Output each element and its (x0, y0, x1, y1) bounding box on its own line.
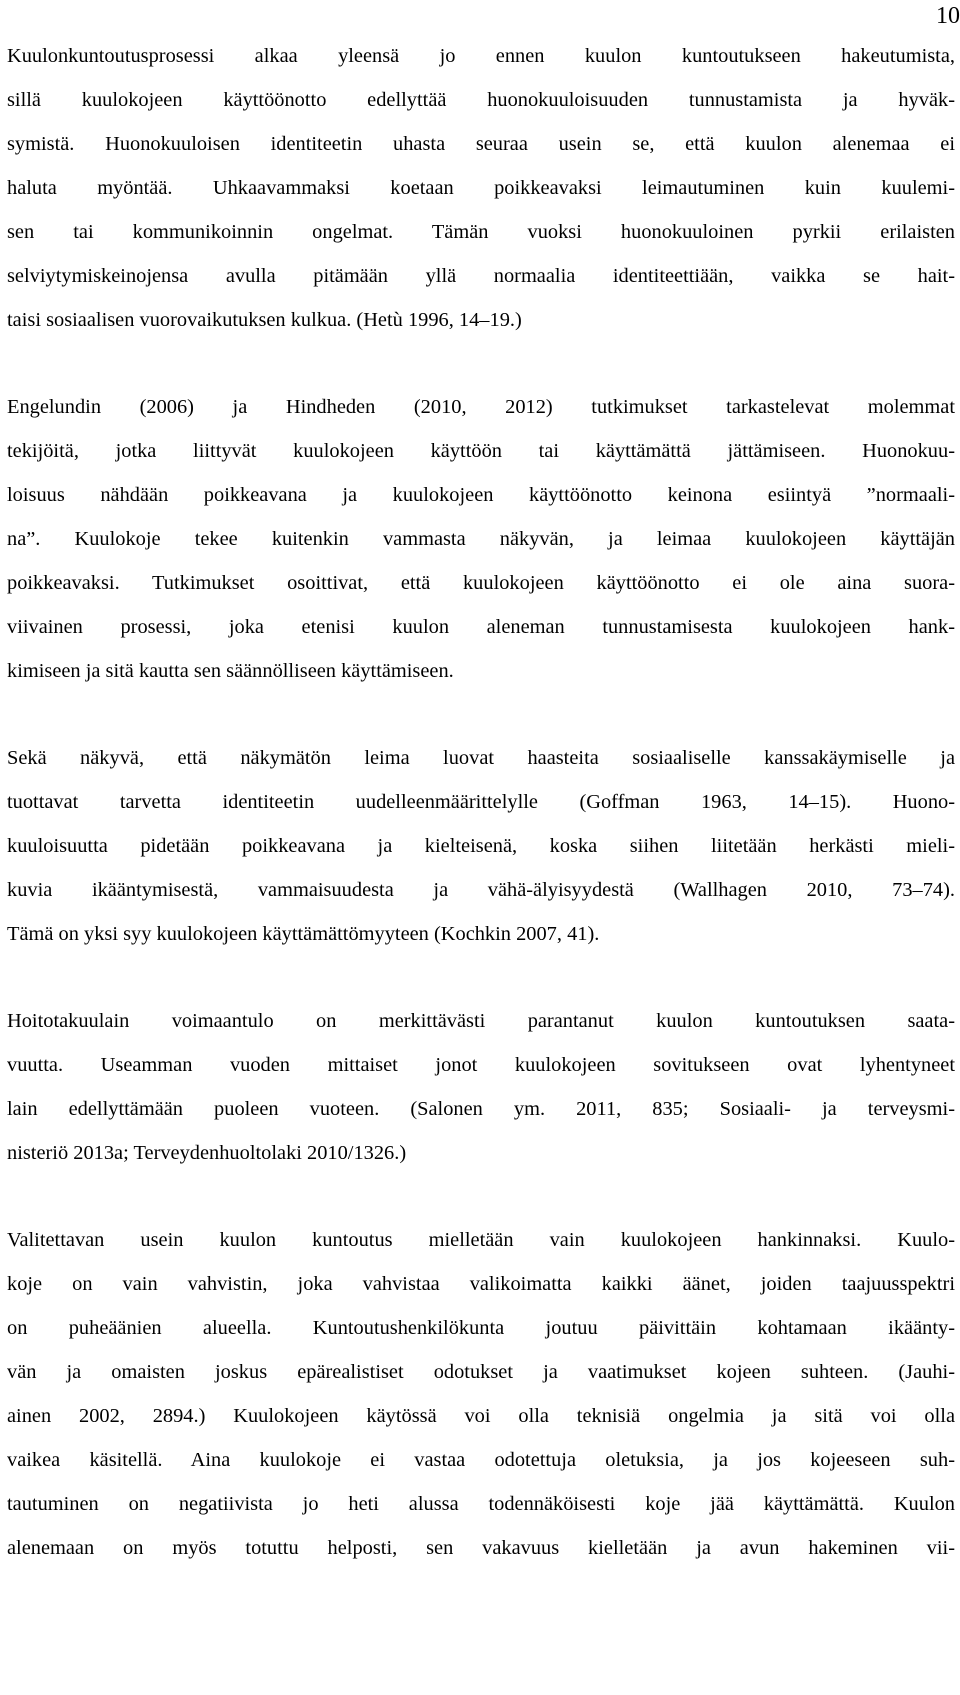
text-line: kimiseen ja sitä kautta sen säännölliseen käyttämiseen. (7, 660, 454, 682)
paragraph-3 (7, 736, 955, 956)
text-line: koje on vain vahvistin, joka vahvistaa valikoimatta kaikki äänet, joiden taajuusspektri (7, 1273, 955, 1295)
body-text (7, 34, 955, 1613)
text-line: Tämä on yksi syy kuulokojeen käyttämättömyyteen (Kochkin 2007, 41). (7, 923, 600, 945)
text-line: na”. Kuulokoje tekee kuitenkin vammasta näkyvän, ja leimaa kuulokojeen käyttäjän (7, 528, 955, 550)
text-line: Engelundin (2006) ja Hindheden (2010, 2012) tutkimukset tarkastelevat molemmat (7, 396, 955, 418)
text-line: on puheäänien alueella. Kuntoutushenkilökunta joutuu päivittäin kohtamaan ikäänty- (7, 1317, 955, 1339)
text-line: loisuus nähdään poikkeavana ja kuulokojeen käyttöönotto keinona esiintyä ”normaali- (7, 484, 955, 506)
text-line: haluta myöntää. Uhkaavammaksi koetaan poikkeavaksi leimautuminen kuin kuulemi- (7, 177, 955, 199)
text-line: tuottavat tarvetta identiteetin uudelleenmäärittelylle (Goffman 1963, 14–15). Huono- (7, 791, 955, 813)
text-line: poikkeavaksi. Tutkimukset osoittivat, että kuulokojeen käyttöönotto ei ole aina suora- (7, 572, 955, 594)
text-line: Valitettavan usein kuulon kuntoutus mielletään vain kuulokojeen hankinnaksi. Kuulo- (7, 1229, 955, 1251)
text-line: vaikea käsitellä. Aina kuulokoje ei vastaa odotettuja oletuksia, ja jos kojeeseen suh- (7, 1449, 955, 1471)
paragraph-4 (7, 999, 955, 1175)
text-line: ainen 2002, 2894.) Kuulokojeen käytössä voi olla teknisiä ongelmia ja sitä voi olla (7, 1405, 955, 1427)
text-line: sen tai kommunikoinnin ongelmat. Tämän vuoksi huonokuuloinen pyrkii erilaisten (7, 221, 955, 243)
text-line: vuutta. Useamman vuoden mittaiset jonot kuulokojeen sovitukseen ovat lyhentyneet (7, 1054, 955, 1076)
text-line: tekijöitä, jotka liittyvät kuulokojeen käyttöön tai käyttämättä jättämiseen. Huonokuu- (7, 440, 955, 462)
text-line: Sekä näkyvä, että näkymätön leima luovat haasteita sosiaaliselle kanssakäymiselle ja (7, 747, 955, 769)
paragraph-1 (7, 34, 955, 342)
text-line: kuvia ikääntymisestä, vammaisuudesta ja vähä-älyisyydestä (Wallhagen 2010, 73–74). (7, 879, 955, 901)
text-line: selviytymiskeinojensa avulla pitämään yllä normaalia identiteettiään, vaikka se hait- (7, 265, 955, 287)
paragraph-5 (7, 1218, 955, 1570)
text-line: vän ja omaisten joskus epärealistiset odotukset ja vaatimukset kojeen suhteen. (Jauhi- (7, 1361, 955, 1383)
text-line: tautuminen on negatiivista jo heti alussa todennäköisesti koje jää käyttämättä. Kuulon (7, 1493, 955, 1515)
text-line: taisi sosiaalisen vuorovaikutuksen kulkua. (Hetù 1996, 14–19.) (7, 309, 522, 331)
text-line: viivainen prosessi, joka etenisi kuulon aleneman tunnustamisesta kuulokojeen hank- (7, 616, 955, 638)
text-line: symistä. Huonokuuloisen identiteetin uhasta seuraa usein se, että kuulon alenemaa ei (7, 133, 955, 155)
text-line: lain edellyttämään puoleen vuoteen. (Salonen ym. 2011, 835; Sosiaali- ja terveysmi- (7, 1098, 955, 1120)
paragraph-2 (7, 385, 955, 693)
text-line: sillä kuulokojeen käyttöönotto edellyttää huonokuuloisuuden tunnustamista ja hyväk- (7, 89, 955, 111)
text-line: Kuulonkuntoutusprosessi alkaa yleensä jo ennen kuulon kuntoutukseen hakeutumista, (7, 45, 955, 67)
text-line: nisteriö 2013a; Terveydenhuoltolaki 2010/1326.) (7, 1142, 407, 1164)
text-line: alenemaan on myös totuttu helposti, sen vakavuus kielletään ja avun hakeminen vii- (7, 1537, 955, 1559)
page-number: 10 (936, 3, 960, 29)
text-line: Hoitotakuulain voimaantulo on merkittävästi parantanut kuulon kuntoutuksen saata- (7, 1010, 955, 1032)
text-line: kuuloisuutta pidetään poikkeavana ja kielteisenä, koska siihen liitetään herkästi mieli- (7, 835, 955, 857)
